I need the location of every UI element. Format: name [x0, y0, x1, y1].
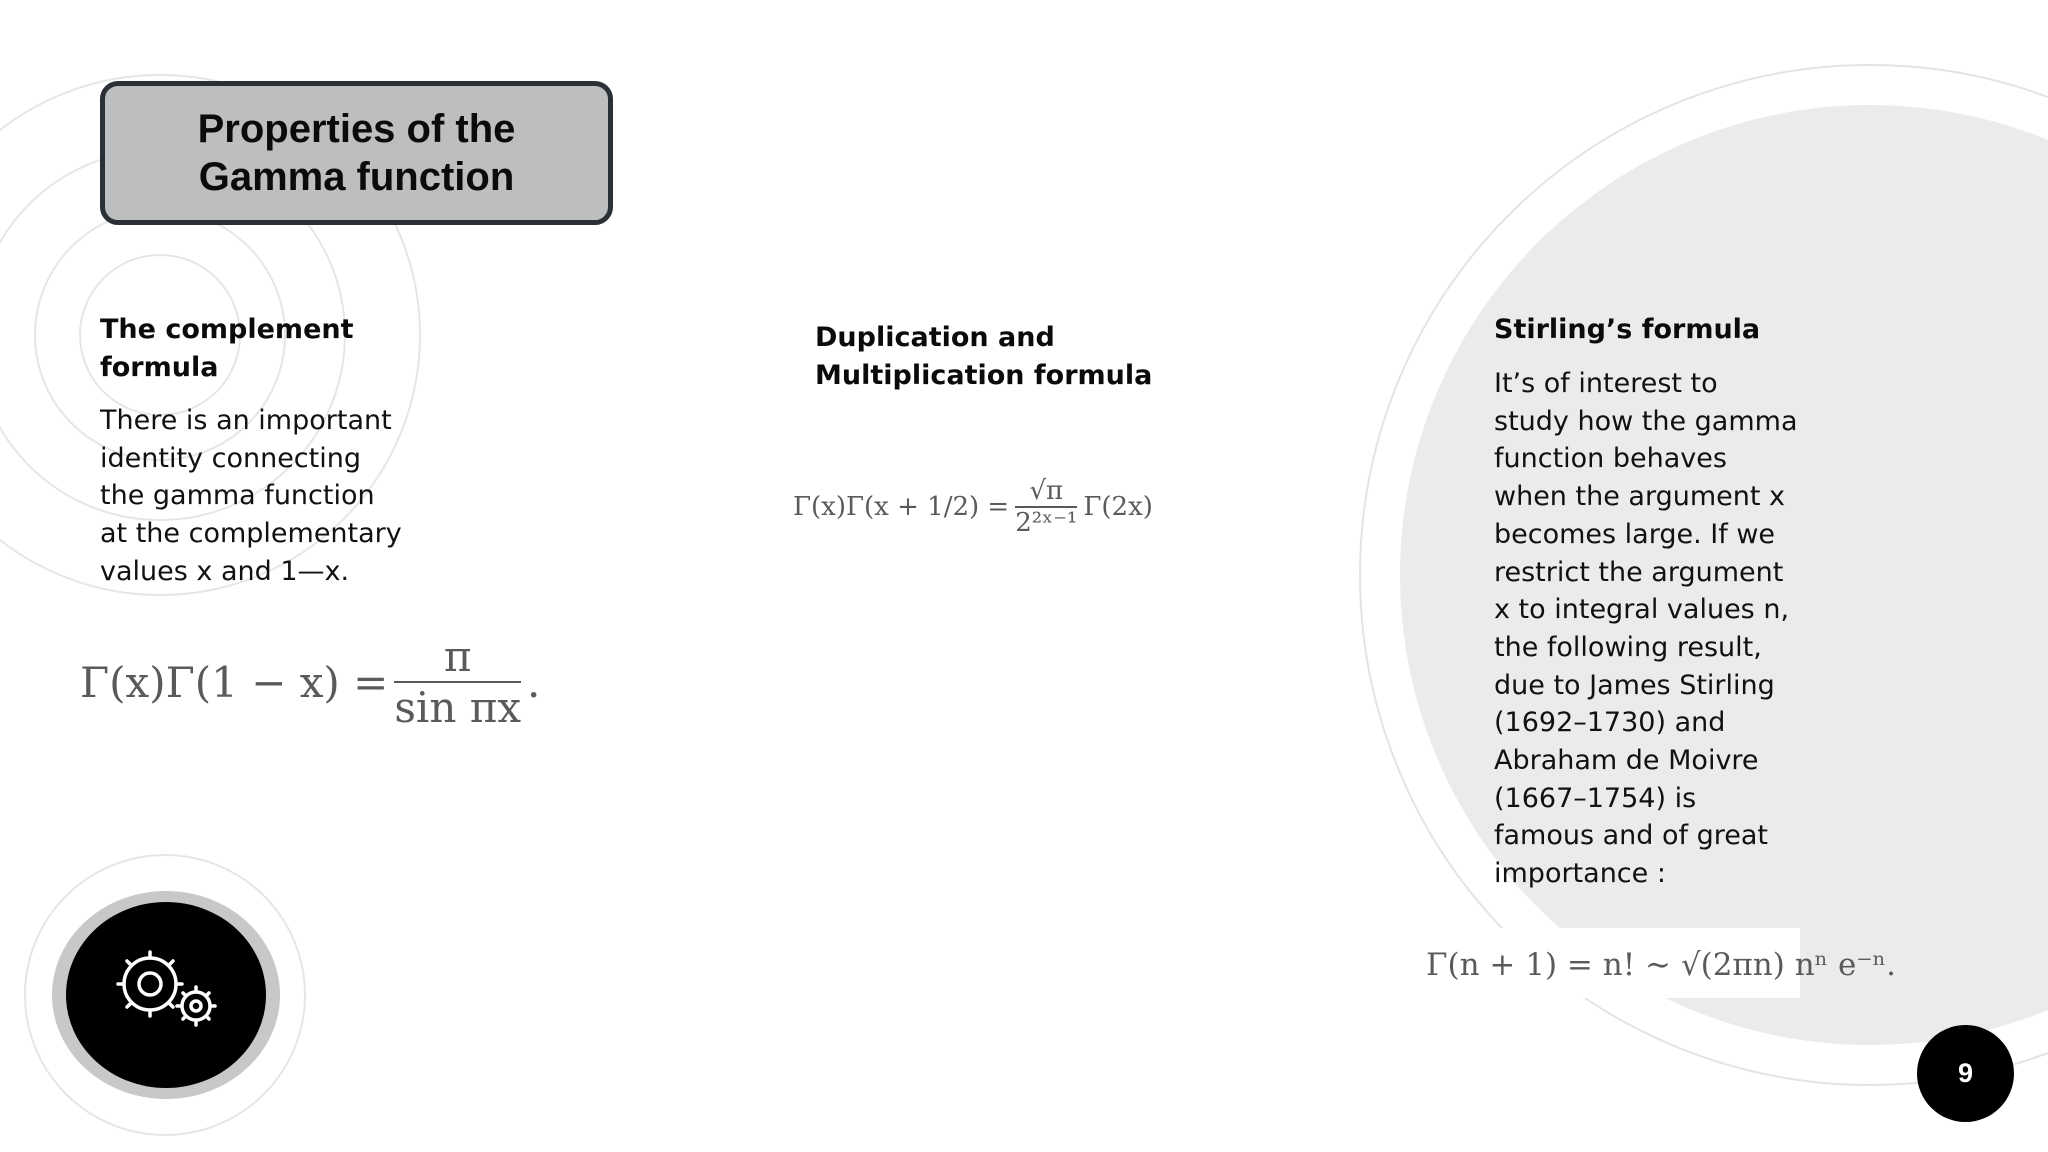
formula-denominator: 2²ˣ⁻¹ — [1015, 508, 1078, 538]
formula-numerator: π — [443, 632, 472, 681]
page-number-badge — [1917, 1025, 2014, 1122]
complement-formula-equation — [80, 632, 540, 732]
formula-lhs: Γ(x)Γ(1 − x) = — [80, 657, 389, 707]
complement-formula-heading: The complement formula — [100, 314, 354, 383]
formula-numerator: √π — [1029, 476, 1064, 506]
formula-tail: Γ(2x) — [1083, 492, 1153, 522]
page-number: 9 — [1957, 1058, 1974, 1088]
stirling-formula-text: It’s of interest to study how the gamma function behaves when the argument x becomes large. If we restrict the argument x to integral values n, the following result, due to James Stirling (1692–1730) and Abraham de Moivre (1667–1754) is famous and of great importance : — [1494, 368, 1798, 890]
stirling-formula-equation — [1426, 947, 1896, 983]
complement-formula-text: There is an important identity connecting the gamma function at the complementary values x and 1—x. — [100, 405, 402, 587]
formula-lhs: Γ(x)Γ(x + 1/2) = — [793, 492, 1010, 522]
slide-title-box — [100, 81, 613, 225]
slide-title: Properties of the Gamma function — [197, 107, 516, 199]
formula-text: Γ(n + 1) = n! ∼ √(2πn) nⁿ e⁻ⁿ. — [1426, 947, 1896, 983]
stirling-formula-heading: Stirling’s formula — [1494, 314, 1761, 345]
duplication-formula-equation — [793, 476, 1153, 538]
formula-denominator: sin πx — [394, 683, 522, 732]
formula-fraction — [1015, 476, 1077, 538]
duplication-formula-heading: Duplication and Multiplication formula — [815, 322, 1153, 391]
formula-tail: . — [527, 657, 541, 707]
gears-icon — [112, 944, 224, 1034]
formula-fraction — [394, 632, 521, 732]
